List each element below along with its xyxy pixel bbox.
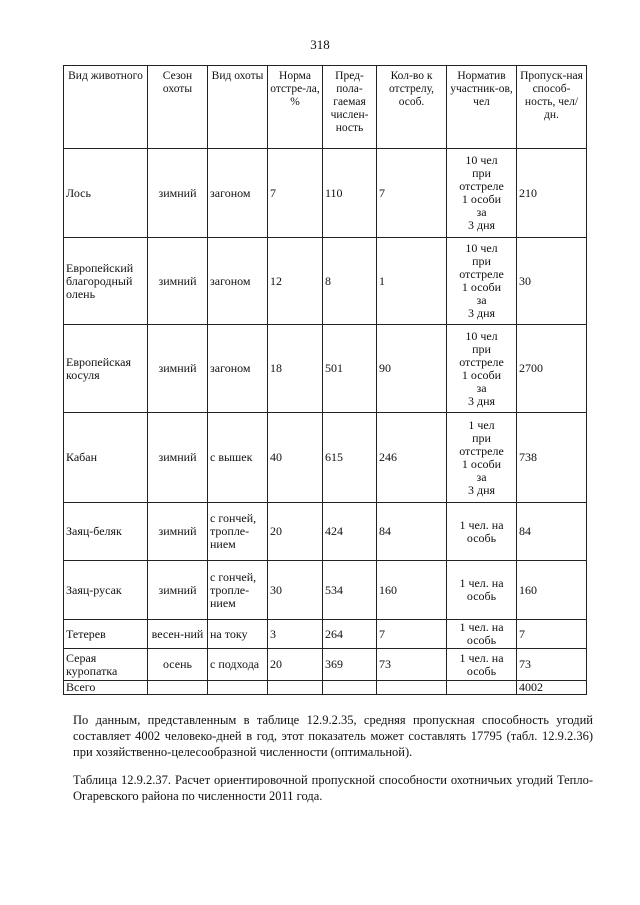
norm-line: 10 чел bbox=[465, 241, 498, 255]
cell-cull: 73 bbox=[377, 649, 447, 681]
cell-rate: 40 bbox=[268, 413, 323, 503]
cell-population: 615 bbox=[323, 413, 377, 503]
cell-hunt: с подхода bbox=[208, 649, 268, 681]
empty-cell bbox=[323, 681, 377, 695]
cell-cull: 160 bbox=[377, 561, 447, 620]
cell-hunt: с гончей, тропле-нием bbox=[208, 503, 268, 561]
norm-line: 3 дня bbox=[467, 218, 496, 232]
total-row bbox=[64, 681, 587, 695]
cell-population: 424 bbox=[323, 503, 377, 561]
cell-norm: 1 чел. на особь bbox=[447, 649, 517, 681]
cell-season: зимний bbox=[148, 561, 208, 620]
header-cull-rate: Норма отстре-ла, % bbox=[268, 66, 323, 149]
cell-season: зимний bbox=[148, 149, 208, 238]
cell-rate: 20 bbox=[268, 503, 323, 561]
cell-capacity: 160 bbox=[517, 561, 587, 620]
norm-line: при bbox=[472, 341, 491, 356]
total-label: Всего bbox=[64, 681, 148, 695]
norm-line: за bbox=[476, 380, 487, 395]
hunting-capacity-table bbox=[63, 65, 587, 695]
cell-population: 8 bbox=[323, 238, 377, 325]
empty-cell bbox=[447, 681, 517, 695]
cell-cull: 7 bbox=[377, 620, 447, 649]
norm-line: отстреле bbox=[459, 354, 504, 369]
header-hunt-type: Вид охоты bbox=[208, 66, 268, 149]
cell-population: 501 bbox=[323, 325, 377, 413]
cell-animal: Заяц-беляк bbox=[64, 503, 148, 561]
cell-season: осень bbox=[148, 649, 208, 681]
cell-norm bbox=[447, 325, 517, 413]
norm-line: при bbox=[472, 430, 491, 445]
cell-norm: 1 чел. на особь bbox=[447, 620, 517, 649]
cell-cull: 246 bbox=[377, 413, 447, 503]
norm-line: отстреле bbox=[459, 179, 504, 193]
norm-line: 10 чел bbox=[465, 328, 498, 343]
norm-line: 10 чел bbox=[465, 153, 498, 167]
cell-cull: 84 bbox=[377, 503, 447, 561]
cell-season: зимний bbox=[148, 325, 208, 413]
cell-season: зимний bbox=[148, 238, 208, 325]
cell-capacity: 2700 bbox=[517, 325, 587, 413]
header-season: Сезон охоты bbox=[148, 66, 208, 149]
cell-rate: 3 bbox=[268, 620, 323, 649]
cell-capacity: 7 bbox=[517, 620, 587, 649]
norm-line: при bbox=[472, 166, 491, 180]
cell-capacity: 738 bbox=[517, 413, 587, 503]
cell-cull: 7 bbox=[377, 149, 447, 238]
summary-paragraph: По данным, представленным в таблице 12.9.2.35, средняя пропускная способность угодий составляет 4002 человеко-дней в год, этот показатель может составлять 17795 (табл. 12.9.2.36) при хозяйственно-целесообразной численности (оптимальной). bbox=[73, 713, 593, 759]
cell-animal: Лось bbox=[64, 149, 148, 238]
empty-cell bbox=[268, 681, 323, 695]
empty-cell bbox=[148, 681, 208, 695]
norm-line: отстреле bbox=[459, 443, 504, 458]
cell-hunt: с гончей, тропле-нием bbox=[208, 561, 268, 620]
cell-cull: 90 bbox=[377, 325, 447, 413]
cell-capacity: 73 bbox=[517, 649, 587, 681]
empty-cell bbox=[377, 681, 447, 695]
norm-line: 1 особи bbox=[461, 192, 502, 206]
cell-cull: 1 bbox=[377, 238, 447, 325]
norm-line: 1 особи bbox=[461, 367, 502, 382]
header-cull-count: Кол-во к отстрелу, особ. bbox=[377, 66, 447, 149]
table-row bbox=[64, 649, 587, 681]
header-participant-norm: Норматив участник-ов, чел bbox=[447, 66, 517, 149]
cell-rate: 18 bbox=[268, 325, 323, 413]
cell-rate: 20 bbox=[268, 649, 323, 681]
norm-line: 3 дня bbox=[467, 306, 496, 320]
cell-season: зимний bbox=[148, 413, 208, 503]
cell-hunt: загоном bbox=[208, 238, 268, 325]
cell-population: 110 bbox=[323, 149, 377, 238]
norm-line: 3 дня bbox=[467, 482, 496, 497]
cell-norm: 1 чел. на особь bbox=[447, 561, 517, 620]
cell-rate: 12 bbox=[268, 238, 323, 325]
cell-animal: Европейская косуля bbox=[64, 325, 148, 413]
norm-line: при bbox=[472, 254, 491, 268]
table-row bbox=[64, 620, 587, 649]
table-caption: Таблица 12.9.2.37. Расчет ориентировочной пропускной способности охотничьих угодий Тепло-Огаревского района по численности 2011 года. bbox=[73, 773, 593, 803]
cell-population: 369 bbox=[323, 649, 377, 681]
table-row bbox=[64, 325, 587, 413]
table-row bbox=[64, 238, 587, 325]
empty-cell bbox=[208, 681, 268, 695]
norm-line: за bbox=[476, 469, 487, 484]
cell-capacity: 84 bbox=[517, 503, 587, 561]
cell-norm: 1 чел. на особь bbox=[447, 503, 517, 561]
cell-season: весен-ний bbox=[148, 620, 208, 649]
header-population: Пред-пола-гаемая числен-ность bbox=[323, 66, 377, 149]
cell-animal: Кабан bbox=[64, 413, 148, 503]
total-value: 4002 bbox=[517, 681, 587, 695]
page-number: 318 bbox=[310, 37, 330, 52]
cell-hunt: загоном bbox=[208, 149, 268, 238]
cell-animal: Европейский благородный олень bbox=[64, 238, 148, 325]
norm-line: 1 особи bbox=[461, 280, 502, 294]
norm-line: отстреле bbox=[459, 267, 504, 281]
table-row bbox=[64, 503, 587, 561]
table-row bbox=[64, 413, 587, 503]
cell-norm bbox=[447, 149, 517, 238]
cell-hunt: на току bbox=[208, 620, 268, 649]
cell-hunt: загоном bbox=[208, 325, 268, 413]
cell-norm bbox=[447, 238, 517, 325]
norm-line: 1 чел bbox=[468, 417, 495, 432]
header-animal: Вид животного bbox=[64, 66, 148, 149]
cell-population: 264 bbox=[323, 620, 377, 649]
header-row bbox=[64, 66, 587, 149]
cell-rate: 30 bbox=[268, 561, 323, 620]
norm-line: 3 дня bbox=[467, 393, 496, 408]
cell-animal: Серая куропатка bbox=[64, 649, 148, 681]
cell-animal: Тетерев bbox=[64, 620, 148, 649]
norm-line: 1 особи bbox=[461, 456, 502, 471]
cell-population: 534 bbox=[323, 561, 377, 620]
table-row bbox=[64, 561, 587, 620]
cell-rate: 7 bbox=[268, 149, 323, 238]
header-capacity: Пропуск-ная способ-ность, чел/дн. bbox=[517, 66, 587, 149]
table-row bbox=[64, 149, 587, 238]
cell-capacity: 210 bbox=[517, 149, 587, 238]
cell-norm bbox=[447, 413, 517, 503]
cell-hunt: с вышек bbox=[208, 413, 268, 503]
cell-season: зимний bbox=[148, 503, 208, 561]
norm-line: за bbox=[476, 293, 487, 307]
norm-line: за bbox=[476, 205, 487, 219]
cell-capacity: 30 bbox=[517, 238, 587, 325]
cell-animal: Заяц-русак bbox=[64, 561, 148, 620]
